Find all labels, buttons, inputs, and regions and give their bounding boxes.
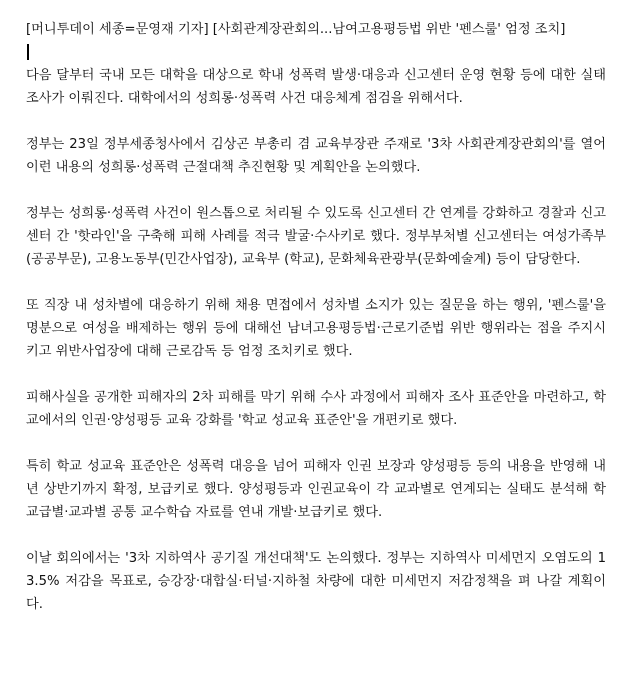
paragraph-7: 이날 회의에서는 '3차 지하역사 공기질 개선대책'도 논의했다. 정부는 지하역사 미세먼지 오염도의 13.5% 저감을 목표로, 승강장·대합실·터널·지하철 차량에 대한 미세먼지 저감정책을 펴 나갈 계획이다. [26, 551, 606, 612]
paragraph-3: 정부는 성희롱·성폭력 사건이 원스톱으로 처리될 수 있도록 신고센터 간 연계를 강화하고 경찰과 신고센터 간 '핫라인'을 구축해 피해 사례를 적극 발굴·수사키로 했다. 정부부처별 신고센터는 여성가족부(공공부문), 고용노동부(민간사업장), 교육부 (학교), 문화체육관광부(문화예술계) 등이 담당한다. [26, 206, 606, 267]
paragraph-1: 다음 달부터 국내 모든 대학을 대상으로 학내 성폭력 발생·대응과 신고센터 운영 현황 등에 대한 실태조사가 이뤄진다. 대학에서의 성희롱·성폭력 사건 대응체계 점검을 위해서다. [26, 68, 606, 106]
article-header: [머니투데이 세종=문영재 기자] [사회관계장관회의...남여고용평등법 위반 '펜스룰' 엄정 조치] [26, 22, 566, 37]
paragraph-2: 정부는 23일 정부세종청사에서 김상곤 부총리 겸 교육부장관 주재로 '3차 사회관계장관회의'를 열어 이런 내용의 성희롱·성폭력 근절대책 추진현황 및 계획안을 논의했다. [26, 137, 606, 175]
article-body [26, 18, 606, 639]
text-cursor [27, 44, 29, 60]
paragraph-4: 또 직장 내 성차별에 대응하기 위해 채용 면접에서 성차별 소지가 있는 질문을 하는 행위, '펜스룰'을 명분으로 여성을 배제하는 행위 등에 대해선 남녀고용평등법·근로기준법 위반 행위라는 점을 주지시키고 위반사업장에 대해 근로감독 등 엄정 조치키로 했다. [26, 298, 606, 359]
cursor-line[interactable] [26, 41, 606, 64]
paragraph-6: 특히 학교 성교육 표준안은 성폭력 대응을 넘어 피해자 인권 보장과 양성평등 등의 내용을 반영해 내년 상반기까지 확정, 보급키로 했다. 양성평등과 인권교육이 각 교과별로 연계되는 실태도 분석해 학교급별·교과별 공통 교수학습 자료를 연내 개발·보급키로 했다. [26, 459, 606, 520]
paragraph-5: 피해사실을 공개한 피해자의 2차 피해를 막기 위해 수사 과정에서 피해자 조사 표준안을 마련하고, 학교에서의 인권·양성평등 교육 강화를 '학교 성교육 표준안'을 개편키로 했다. [26, 390, 606, 428]
